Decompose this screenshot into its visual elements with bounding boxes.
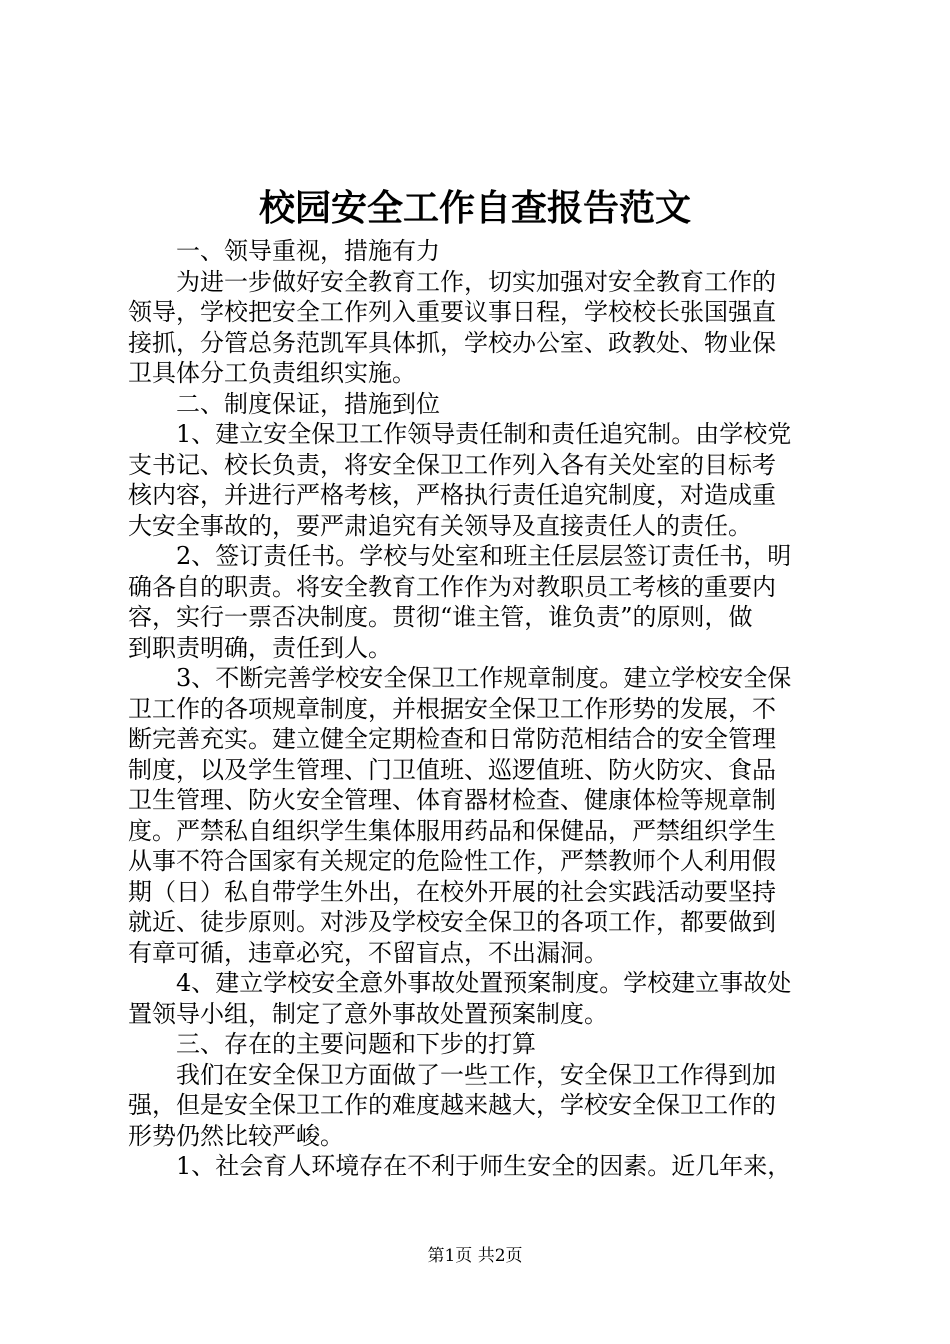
text-line: 为进一步做好安全教育工作，切实加强对安全教育工作的 — [176, 267, 776, 296]
text-line: 就近、徒步原则。对涉及学校安全保卫的各项工作，都要做到 — [128, 908, 776, 936]
text-line: 2、签订责任书。学校与处室和班主任层层签订责任书，明 — [176, 542, 792, 570]
text-line: 二、制度保证，措施到位 — [176, 389, 440, 418]
text-line: 置领导小组，制定了意外事故处置预案制度。 — [128, 999, 608, 1028]
text-line: 有章可循，违章必究，不留盲点，不出漏洞。 — [128, 938, 608, 967]
text-line: 三、存在的主要问题和下步的打算 — [176, 1030, 536, 1058]
text-line: 度。严禁私自组织学生集体服用药品和保健品，严禁组织学生 — [128, 816, 776, 845]
page-footer: 第1页 共2页 — [427, 1246, 523, 1266]
text-line: 强，但是安全保卫工作的难度越来越大，学校安全保卫工作的 — [128, 1091, 776, 1119]
text-line: 容，实行一票否决制度。贯彻“谁主管，谁负责”的原则，做 — [128, 603, 753, 631]
text-line: 接抓，分管总务范凯军具体抓，学校办公室、政教处、物业保 — [128, 328, 776, 357]
text-line: 从事不符合国家有关规定的危险性工作，严禁教师个人利用假 — [128, 847, 776, 875]
text-line: 领导，学校把安全工作列入重要议事日程，学校校长张国强直 — [128, 298, 776, 326]
text-line: 我们在安全保卫方面做了一些工作，安全保卫工作得到加 — [176, 1060, 776, 1089]
text-line: 1、社会育人环境存在不利于师生安全的因素。近几年来， — [176, 1152, 792, 1180]
text-line: 核内容，并进行严格考核，严格执行责任追究制度，对造成重 — [128, 481, 776, 509]
text-line: 支书记、校长负责，将安全保卫工作列入各有关处室的目标考 — [128, 450, 776, 479]
document-body — [128, 236, 832, 1182]
text-line: 制度，以及学生管理、门卫值班、巡逻值班、防火防灾、食品 — [128, 755, 776, 784]
text-line: 1、建立安全保卫工作领导责任制和责任追究制。由学校党 — [176, 420, 792, 448]
text-line: 期（日）私自带学生外出，在校外开展的社会实践活动要坚持 — [128, 877, 776, 906]
text-line: 4、建立学校安全意外事故处置预案制度。学校建立事故处 — [176, 969, 792, 997]
text-line: 卫具体分工负责组织实施。 — [128, 359, 416, 387]
text-line: 形势仍然比较严峻。 — [128, 1121, 344, 1150]
text-line: 卫工作的各项规章制度，并根据安全保卫工作形势的发展，不 — [128, 694, 776, 723]
text-line: 断完善充实。建立健全定期检查和日常防范相结合的安全管理 — [128, 725, 776, 753]
text-line: 到职责明确，责任到人。 — [128, 633, 392, 662]
document-title: 校园安全工作自查报告范文 — [258, 187, 691, 229]
text-line: 大安全事故的，要严肃追究有关领导及直接责任人的责任。 — [128, 511, 752, 540]
text-line: 一、领导重视，措施有力 — [176, 237, 440, 265]
text-line: 3、不断完善学校安全保卫工作规章制度。建立学校安全保 — [176, 664, 792, 692]
text-line: 确各自的职责。将安全教育工作作为对教职员工考核的重要内 — [128, 572, 776, 601]
text-line: 卫生管理、防火安全管理、体育器材检查、健康体检等规章制 — [128, 786, 776, 814]
